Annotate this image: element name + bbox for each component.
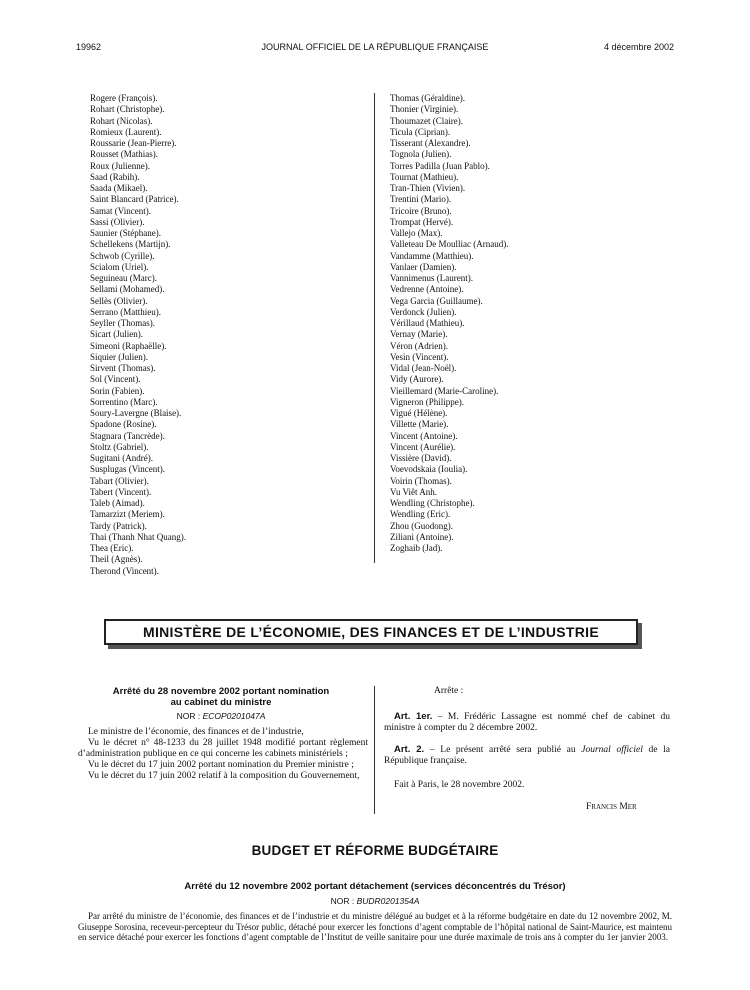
art1-label: Art. 1er. (394, 711, 433, 722)
name-entry: Vega Garcia (Guillaume). (390, 295, 483, 306)
name-entry: Trompat (Hervé). (390, 216, 454, 227)
name-entry: Thoumazet (Claire). (390, 115, 463, 126)
nor-label-2: NOR : (330, 896, 355, 906)
name-entry: Vandamme (Matthieu). (390, 250, 474, 261)
name-entry: Rousset (Mathias). (90, 149, 158, 160)
name-entry: Vannimenus (Laurent). (390, 273, 473, 283)
name-entry: Tran-Thien (Vivien). (390, 183, 466, 193)
name-entry: Ziliani (Antoine). (390, 531, 454, 542)
name-entry: Simeoni (Raphaëlle). (90, 340, 167, 351)
name-entry: Serrano (Matthieu). (90, 306, 161, 317)
ministry-heading-box (104, 619, 638, 645)
name-entry: Villette (Marie). (390, 419, 449, 430)
art1-text: – M. Frédéric Lassagne est nommé chef de cabinet du ministre à compter du 2 décembre 2002. (384, 712, 670, 733)
name-entry: Thonier (Virginie). (390, 104, 459, 115)
arrete1-title-line1: Arrêté du 28 novembre 2002 portant nomination (112, 686, 330, 697)
name-entry: Vedrenne (Antoine). (390, 284, 464, 295)
name-entry: Vincent (Aurélie). (390, 441, 456, 452)
arrete1-para2: Vu le décret n° 48-1233 du 28 juillet 1948 modifié portant règlement d’administration publique en ce qui concerne les cabinets ministériels ; (78, 738, 368, 759)
name-entry: Tisserant (Alexandre). (390, 138, 471, 148)
name-entry: Wendling (Christophe). (390, 498, 475, 508)
name-entry: Thomas (Géraldine). (390, 93, 465, 103)
name-entry: Seyller (Thomas). (90, 318, 155, 328)
name-entry: Vidy (Aurore). (390, 374, 444, 385)
name-entry: Thea (Eric). (90, 543, 134, 553)
name-entry: Rohart (Christophe). (90, 104, 165, 115)
arrete2-body: Par arrêté du ministre de l’économie, des finances et de l’industrie et du ministre délégué au budget et à la réforme budgétaire en date du 12 novembre 2002, M. Giuseppe Sorosina, receveur-percepteur du Trésor public, détaché pour exercer les fonctions d’agent comptable de l’hôpital national de Saint-Maurice, est maintenu en service détaché pour exercer les fonctions d’agent comptable de l’Institut de veille sanitaire pour une durée maximale de trois ans à compter du 1er janvier 2003. (78, 911, 672, 942)
arrete2-nor (0, 896, 750, 906)
name-entry: Tamarzizt (Meriem). (90, 509, 165, 520)
art2-label: Art. 2. (394, 744, 425, 755)
name-entry: Vesin (Vincent). (390, 351, 449, 362)
name-entry: Zhou (Guodong). (390, 520, 453, 531)
name-entry: Vigué (Hélène). (390, 408, 448, 418)
issue-date: 4 décembre 2002 (603, 42, 674, 52)
name-entry: Vincent (Antoine). (390, 430, 458, 441)
name-entry: Soury-Lavergne (Blaise). (90, 408, 182, 418)
name-entry: Tricoire (Bruno). (390, 205, 452, 216)
name-entry: Verdonck (Julien). (390, 306, 457, 317)
name-entry: Roussarie (Jean-Pierre). (90, 138, 177, 148)
name-entry: Zoghaib (Jad). (390, 543, 443, 553)
ministry-heading: MINISTÈRE DE L’ÉCONOMIE, DES FINANCES ET DE L’INDUSTRIE (143, 624, 599, 640)
name-entry: Taleb (Aimad). (90, 498, 145, 508)
name-entry: Ticula (Ciprian). (390, 126, 451, 137)
name-entry: Schwob (Cyrille). (90, 250, 155, 261)
name-entry: Sassi (Olivier). (90, 216, 145, 227)
name-entry: Vu Viêt Anh. (390, 486, 438, 497)
name-entry: Vallejo (Max). (390, 228, 443, 238)
name-entry: Theil (Agnès). (90, 554, 143, 565)
name-entry: Torres Padilla (Juan Pablo). (390, 160, 490, 171)
arrete1-article1 (384, 711, 670, 734)
name-entry: Sicart (Julien). (90, 329, 143, 340)
journal-title: JOURNAL OFFICIEL DE LA RÉPUBLIQUE FRANÇAISE (261, 42, 489, 52)
name-entry: Trentini (Mario). (390, 194, 452, 205)
name-entry: Sellès (Olivier). (90, 295, 148, 306)
name-entry: Vanlaer (Damien). (390, 261, 457, 272)
name-entry: Vissière (David). (390, 453, 452, 463)
name-entry: Sugitani (André). (90, 453, 153, 463)
arrete1-fait: Fait à Paris, le 28 novembre 2002. (394, 780, 525, 790)
name-entry: Stagnara (Tancrède). (90, 430, 165, 441)
art2-text-a: – Le présent arrêté sera publié au (424, 745, 582, 755)
name-entry: Sellami (Mohamed). (90, 284, 165, 295)
name-entry: Vérillaud (Mathieu). (390, 318, 465, 328)
name-entry: Spadone (Rosine). (90, 419, 157, 430)
name-entry: Sol (Vincent). (90, 374, 141, 385)
column-divider-2 (374, 686, 375, 814)
name-entry: Tognola (Julien). (390, 149, 452, 160)
name-entry: Tardy (Patrick). (90, 520, 147, 531)
name-entry: Véron (Adrien). (390, 340, 448, 351)
name-entry: Susplugas (Vincent). (90, 464, 165, 475)
column-divider (374, 93, 375, 563)
name-entry: Saunier (Stéphane). (90, 228, 161, 238)
name-entry: Samat (Vincent). (90, 205, 151, 216)
arrete1-article2 (384, 744, 670, 767)
name-entry: Seguineau (Marc). (90, 273, 157, 283)
name-entry: Voirin (Thomas). (390, 475, 452, 486)
name-entry: Thai (Thanh Nhat Quang). (90, 531, 186, 542)
name-entry: Stoltz (Gabriel). (90, 441, 149, 452)
names-list-left (90, 93, 186, 577)
arrete2-title: Arrêté du 12 novembre 2002 portant détachement (services déconcentrés du Trésor) (184, 881, 566, 892)
name-entry: Vidal (Jean-Noël). (390, 363, 457, 373)
name-entry: Sorin (Fabien). (90, 385, 145, 396)
name-entry: Vieillemard (Marie-Caroline). (390, 385, 499, 396)
names-list-right (390, 93, 508, 554)
art2-text-italic: Journal officiel (581, 745, 643, 755)
name-entry: Therond (Vincent). (90, 565, 159, 576)
name-entry: Rohart (Nicolas). (90, 115, 153, 126)
name-entry: Tabart (Olivier). (90, 475, 149, 486)
page-number: 19962 (76, 42, 102, 52)
name-entry: Vigneron (Philippe). (390, 396, 464, 407)
section-title-budget: BUDGET ET RÉFORME BUDGÉTAIRE (251, 843, 499, 858)
arrete1-title-line2: au cabinet du ministre (170, 697, 272, 708)
name-entry: Saada (Mikael). (90, 183, 148, 193)
arrete1-para1: Le ministre de l’économie, des finances et de l’industrie, (88, 727, 304, 737)
name-entry: Romieux (Laurent). (90, 126, 162, 137)
name-entry: Vernay (Marie). (390, 329, 448, 340)
name-entry: Sorrentino (Marc). (90, 396, 158, 407)
name-entry: Siquier (Julien). (90, 351, 148, 362)
arrete1-signature: Francis Mer (586, 802, 637, 812)
arrete1-visas (78, 727, 368, 782)
arrete-label: Arrête : (434, 686, 464, 696)
name-entry: Rogere (François). (90, 93, 158, 103)
name-entry: Roux (Julienne). (90, 160, 150, 171)
name-entry: Sirvent (Thomas). (90, 363, 156, 373)
nor-code: ECOP0201047A (202, 711, 266, 721)
arrete1-para4: Vu le décret du 17 juin 2002 relatif à la composition du Gouvernement, (88, 771, 360, 781)
name-entry: Saint Blancard (Patrice). (90, 194, 179, 205)
nor-code-2: BUDR0201354A (356, 896, 420, 906)
name-entry: Scialom (Uriel). (90, 261, 149, 272)
arrete1-para3: Vu le décret du 17 juin 2002 portant nomination du Premier ministre ; (88, 760, 354, 770)
arrete1-title (78, 686, 364, 708)
art2-text-b: de la République française. (384, 745, 670, 766)
name-entry: Voevodskaia (Ioulia). (390, 464, 468, 475)
name-entry: Saad (Rabih). (90, 171, 140, 182)
name-entry: Tournat (Mathieu). (390, 171, 459, 182)
name-entry: Valleteau De Moulliac (Arnaud). (390, 239, 509, 250)
name-entry: Tabert (Vincent). (90, 486, 152, 497)
nor-label: NOR : (176, 711, 201, 721)
name-entry: Schellekens (Martijn). (90, 239, 171, 250)
arrete1-nor (78, 711, 364, 721)
name-entry: Wendling (Eric). (390, 509, 451, 520)
